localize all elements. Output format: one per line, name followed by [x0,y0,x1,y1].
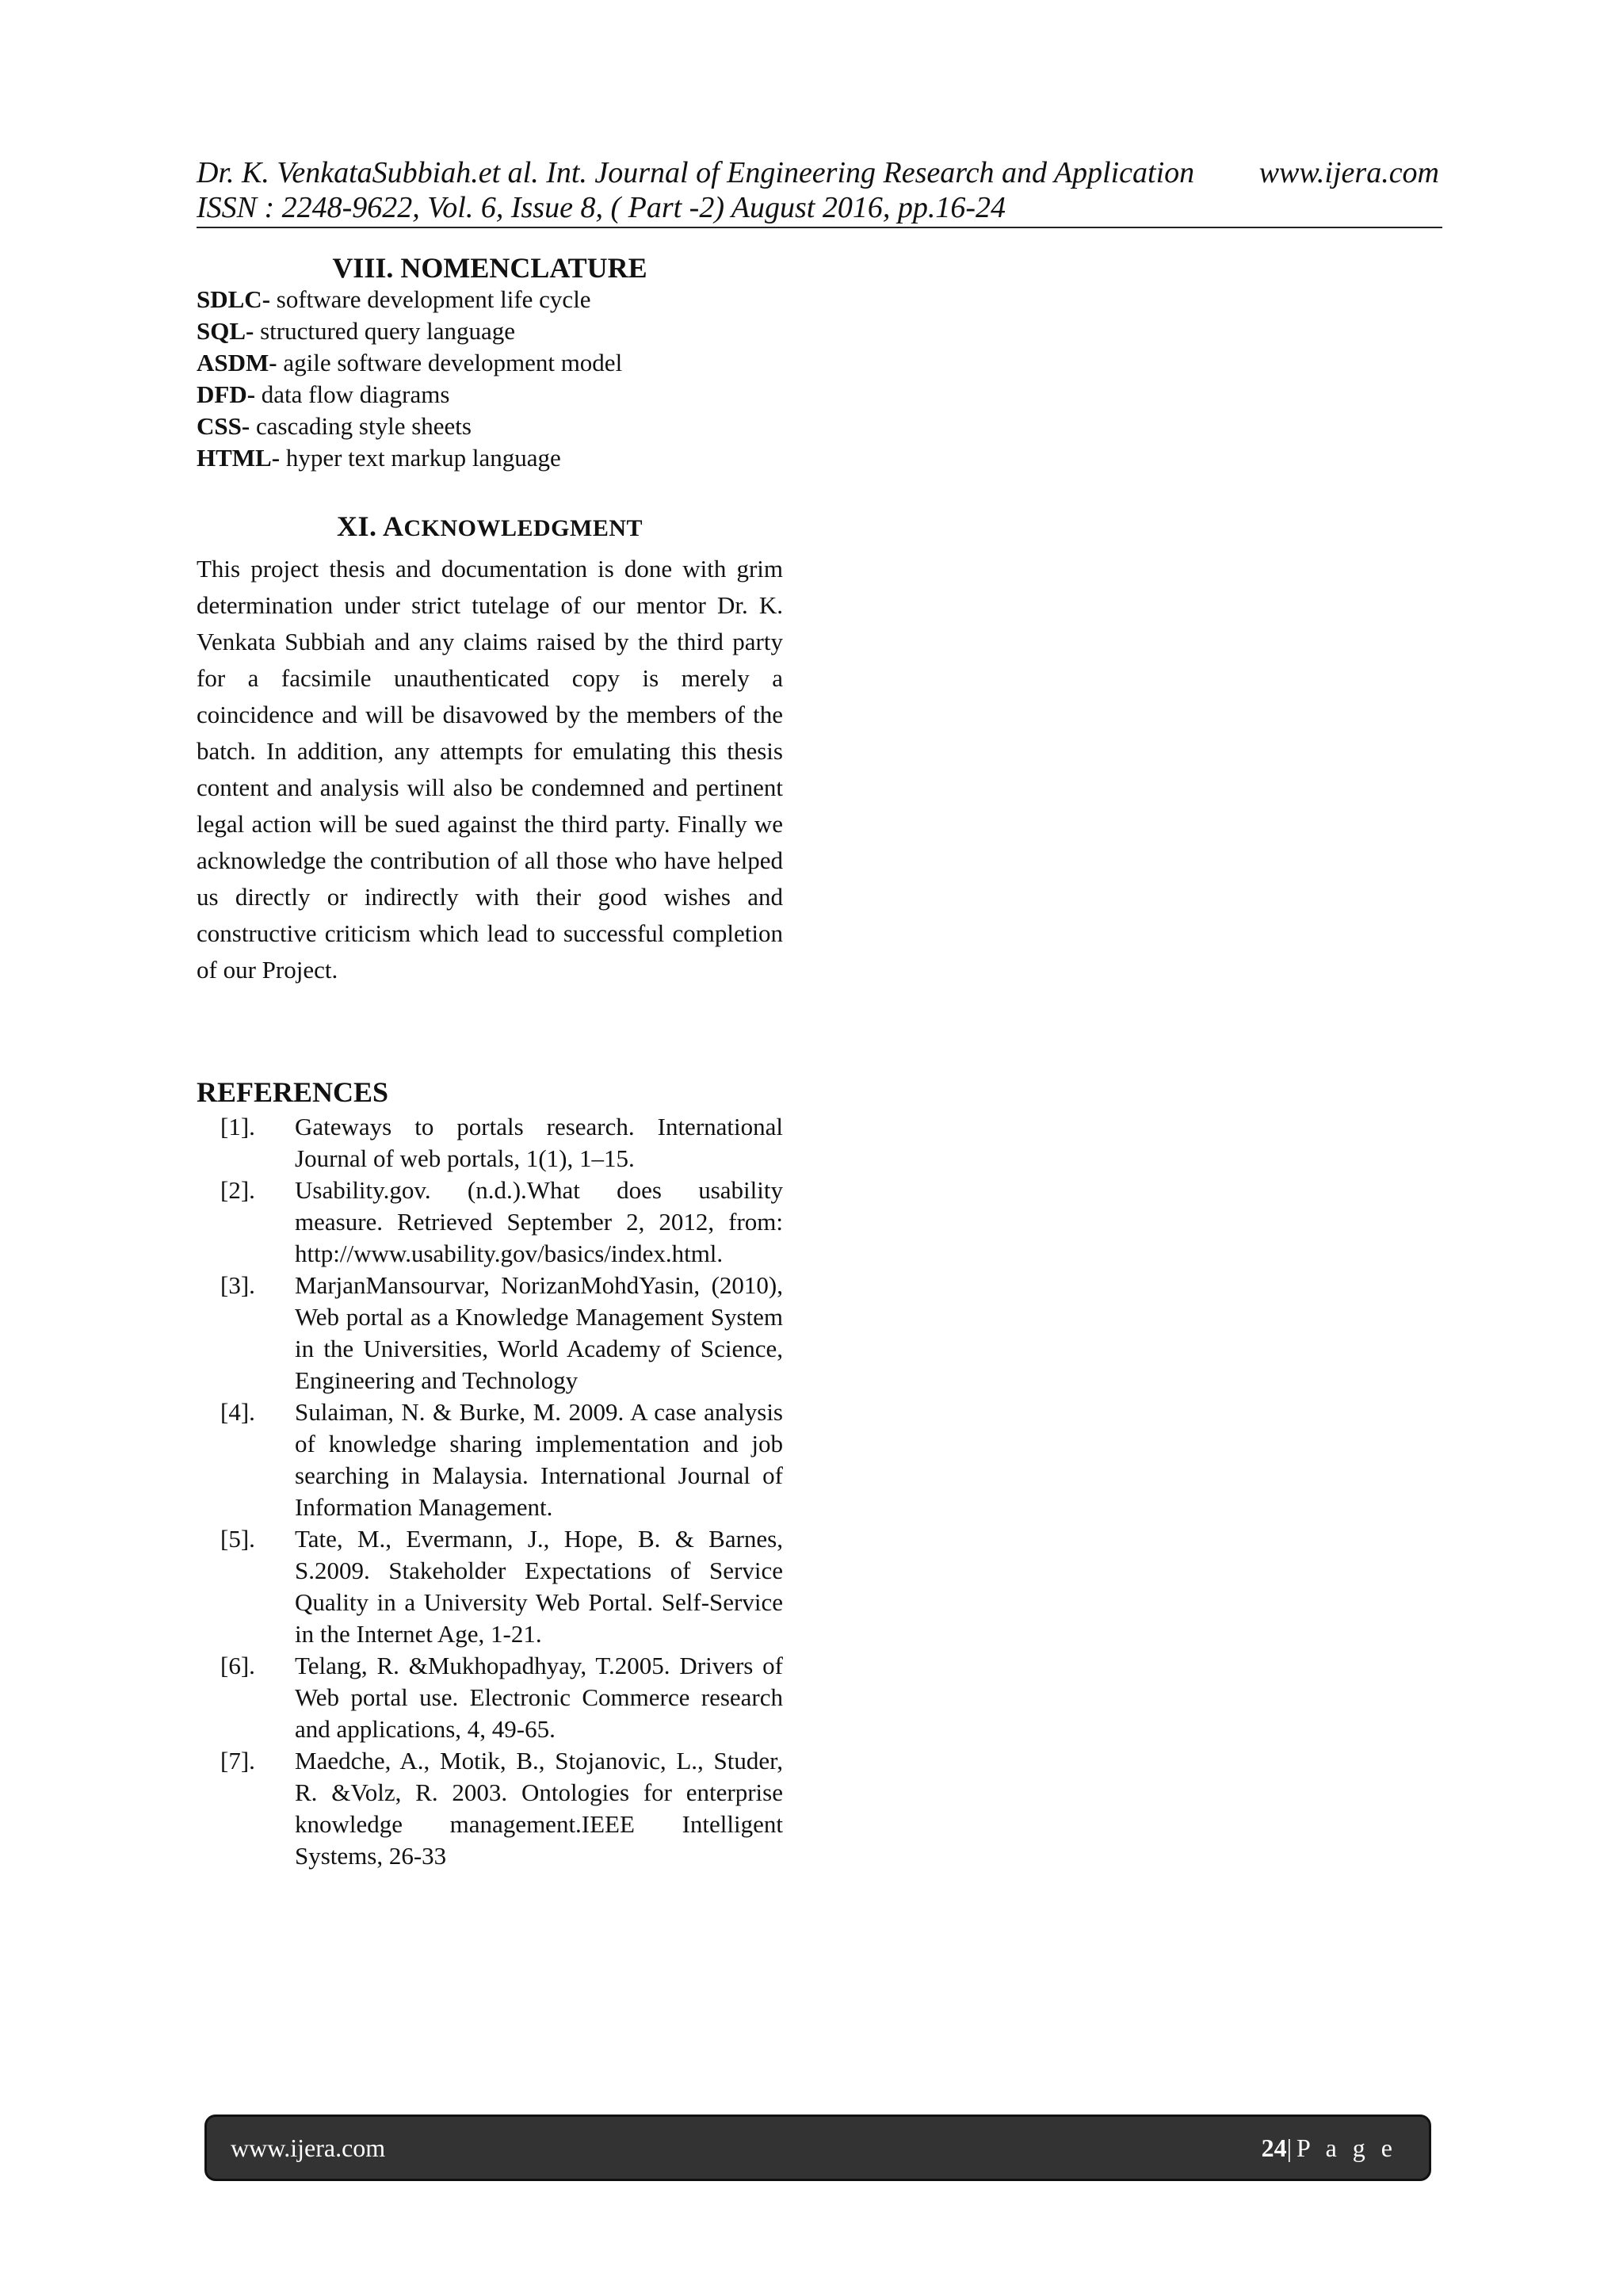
reference-number: [6]. [220,1652,255,1679]
page-number: 24 [1261,2133,1287,2162]
nomenclature-definition: structured query language [254,317,516,345]
nomenclature-heading: VIII. NOMENCLATURE [332,252,647,284]
nomenclature-definition: cascading style sheets [250,412,472,440]
acknowledgment-section [197,510,783,988]
nomenclature-item [197,411,783,442]
footer-page-indicator [1262,2134,1397,2163]
nomenclature-item [197,379,783,411]
reference-text: Usability.gov. (n.d.).What does usability measure. Retrieved September 2, 2012, from: http://www.usability.gov/basics/index.html. [295,1176,783,1267]
footer-url: www.ijera.com [231,2133,386,2162]
reference-item [197,1523,783,1650]
reference-item [197,1396,783,1523]
reference-text: MarjanMansourvar, NorizanMohdYasin, (2010), Web portal as a Knowledge Management System in the Universities, World Academy of Science, Engineering and Technology [295,1271,783,1394]
nomenclature-term: CSS- [197,412,250,440]
references-section [197,1073,783,1872]
nomenclature-term: ASDM- [197,349,277,376]
reference-text: Sulaiman, N. & Burke, M. 2009. A case analysis of knowledge sharing implementation and job searching in Malaysia. International Journal of Information Management. [295,1398,783,1521]
header-url: www.ijera.com [1258,156,1439,189]
nomenclature-term: SDLC- [197,285,271,313]
reference-item [197,1650,783,1745]
reference-item [197,1175,783,1270]
header-divider [197,227,1442,228]
reference-number: [4]. [220,1398,255,1426]
header-issn: ISSN : 2248-9622, Vol. 6, Issue 8, ( Part -2) August 2016, pp.16-24 [197,191,1006,224]
reference-item [197,1111,783,1175]
nomenclature-definition: hyper text markup language [280,444,561,472]
nomenclature-item [197,315,783,347]
nomenclature-definition: data flow diagrams [255,380,450,408]
nomenclature-item [197,442,783,474]
reference-text: Maedche, A., Motik, B., Stojanovic, L., Studer, R. &Volz, R. 2003. Ontologies for enterprise knowledge management.IEEE Intelligent Systems, 26-33 [295,1747,783,1870]
nomenclature-item [197,284,783,315]
reference-number: [3]. [220,1271,255,1299]
page-footer [204,2115,1431,2181]
header-citation: Dr. K. VenkataSubbiah.et al. Int. Journal of Engineering Research and Application [197,156,1195,189]
acknowledgment-heading-prefix: XI. A [336,510,404,542]
reference-text: Tate, M., Evermann, J., Hope, B. & Barnes, S.2009. Stakeholder Expectations of Service Quality in a University Web Portal. Self-Service in the Internet Age, 1-21. [295,1525,783,1648]
reference-number: [1]. [220,1113,255,1140]
acknowledgment-body: This project thesis and documentation is done with grim determination under strict tutelage of our mentor Dr. K. Venkata Subbiah and any claims raised by the third party for a facsimile unauthenticated copy is merely a coincidence and will be disavowed by the members of the batch. In addition, any attempts for emulating this thesis content and analysis will also be condemned and pertinent legal action will be sued against the third party. Finally we acknowledge the contribution of all those who have helped us directly or indirectly with their good wishes and constructive criticism which lead to successful completion of our Project. [197,555,783,984]
nomenclature-definition: agile software development model [277,349,623,376]
running-header [197,155,1439,225]
nomenclature-term: HTML- [197,444,281,472]
reference-text: Telang, R. &Mukhopadhyay, T.2005. Drivers of Web portal use. Electronic Commerce research and applications, 4, 49-65. [295,1652,783,1743]
reference-number: [2]. [220,1176,255,1204]
reference-number: [7]. [220,1747,255,1775]
reference-item [197,1745,783,1872]
nomenclature-item [197,347,783,379]
references-heading: REFERENCES [197,1076,389,1108]
nomenclature-section [197,252,783,474]
acknowledgment-heading-rest: CKNOWLEDGMENT [403,515,643,541]
nomenclature-term: DFD- [197,380,256,408]
acknowledgment-heading [197,510,783,544]
nomenclature-term: SQL- [197,317,254,345]
page-label: |P a g e [1286,2133,1397,2162]
reference-item [197,1270,783,1396]
nomenclature-definition: software development life cycle [270,285,591,313]
reference-text: Gateways to portals research. International Journal of web portals, 1(1), 1–15. [295,1113,783,1172]
reference-number: [5]. [220,1525,255,1553]
